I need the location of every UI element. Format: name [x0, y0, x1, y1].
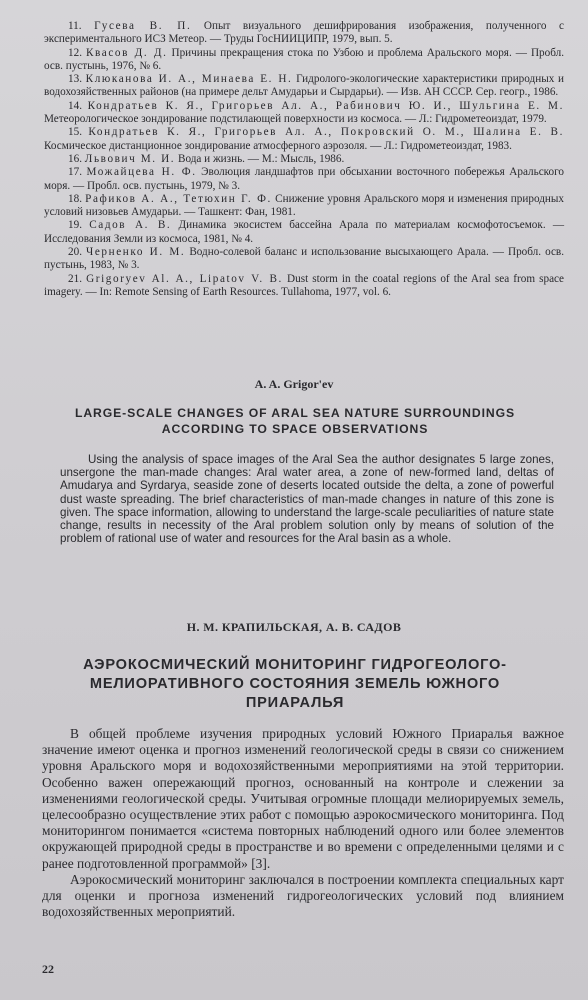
reference-item: 16. Львович М. И. Вода и жизнь. — М.: Мысль, 1986.: [68, 152, 345, 165]
abstract-author: A. A. Grigor'ev: [254, 377, 334, 391]
article-authors: Н. М. КРАПИЛЬСКАЯ, А. В. САДОВ: [186, 620, 402, 634]
body-paragraph: В общей проблеме изучения природных условий Южного Приаралья важное значение имеют оценка и прогноз изменений геологической среды в связи со снижением уровня Аральского моря и водохозяйственными мероприятиями на этой территории. Особенно важен опережающий прогноз, основанный на контроле и слежении за изменениями геологической среды. Учитывая огромные площади мелиорируемых земель, целесообразно осуществление этих работ с помощью аэрокосмического мониторинга. Под мониторингом понимается «система повторных наблюдений одного или более элементов окружающей природной среды в пространстве и во времени с определенными целями и с ранее подготовленной программой» [3].: [42, 726, 564, 871]
article-body: [42, 726, 564, 920]
reference-item: 17. Можайцева Н. Ф. Эволюция ландшафтов при обсыхании восточного побережья Аральского моря. — Пробл. осв. пустынь, 1979, № 3.: [44, 166, 565, 192]
body-paragraph: Аэрокосмический мониторинг заключался в построении комплекта специальных карт для оценки и прогноза изменений гидрогеологических условий под влиянием водохозяйственных мероприятий.: [42, 871, 564, 920]
abstract-paragraph: Using the analysis of space images of the Aral Sea the author designates 5 large zones, unsergone the man-made changes: Aral water area, a zone of new-formed land, deltas of Amudarya and Syrdarya, seaside zone of deserts located outside the delta, a zone of powerful dust waste spreading. The brief characteristics of man-made changes in nature of this zone is given. The space information, allowing to understand the large-scale peculiarities of nature state change, results in necessity of the Aral problem solution only by means of solution of the problem of rational use of water and resources for the Aral basin as a whole.: [60, 453, 554, 546]
reference-item: 11. Гусева В. П. Опыт визуального дешифрирования изображения, полученного с экспериментального ИСЗ Метеор. — Труды ГосНИИЦИПР, 1979, вып. 5.: [44, 20, 565, 46]
reference-item: 12. Квасов Д. Д. Причины прекращения стока по Узбою и проблема Аральского моря. — Пробл. осв. пустынь, 1976, № 6.: [44, 46, 565, 72]
page-number: 22: [42, 962, 54, 976]
reference-item: 18. Рафиков А. А., Тетюхин Г. Ф. Снижение уровня Аральского моря и изменения природных условий низовьев Амударьи. — Ташкент: Фан, 1981.: [44, 192, 565, 219]
abstract-title: LARGE-SCALE CHANGES OF ARAL SEA NATURE SURROUNDINGS ACCORDING TO SPACE OBSERVATIONS: [75, 406, 515, 436]
abstract-text: [60, 453, 554, 545]
reference-item: 14. Кондратьев К. Я., Григорьев Ал. А., Рабинович Ю. И., Шульгина Е. М. Метеорологическое зондирование подстилающей поверхности из космоса. — Л.: Гидрометеоиздат, 1979.: [44, 99, 565, 126]
reference-item: 15. Кондратьев К. Я., Григорьев Ал. А., Покровский О. М., Шалина Е. В. Космическое дистанционное зондирование атмосферного аэрозоля. — Л.: Гидрометеоиздат, 1983.: [44, 126, 564, 152]
reference-item: 13. Клюканова И. А., Минаева Е. Н. Гидролого-экологические характеристики природных и водохозяйственных районов (на примере дельт Амударьи и Сырдарьи). — Изв. АН СССР. Сер. геогр., 1986.: [44, 73, 565, 99]
article-title: АЭРОКОСМИЧЕСКИЙ МОНИТОРИНГ ГИДРОГЕОЛОГО-МЕЛИОРАТИВНОГО СОСТОЯНИЯ ЗЕМЕЛЬ ЮЖНОГО ПРИАРАЛЬЯ: [83, 657, 507, 711]
reference-item: 21. Grigoryev Al. A., Lipatov V. B. Dust storm in the coatal regions of the Aral sea from space imagery. — In: Remote Sensing of Earth Resources. Tullahoma, 1977, vol. 6.: [44, 272, 564, 298]
reference-item: 20. Черненко И. М. Водно-солевой баланс и использование высыхающего Арала. — Пробл. осв. пустынь, 1983, № 3.: [44, 246, 564, 272]
reference-item: 19. Садов А. В. Динамика экосистем бассейна Арала по материалам космофотосъемок. — Исследования Земли из космоса, 1981, № 4.: [44, 219, 565, 245]
reference-list: [44, 20, 564, 299]
